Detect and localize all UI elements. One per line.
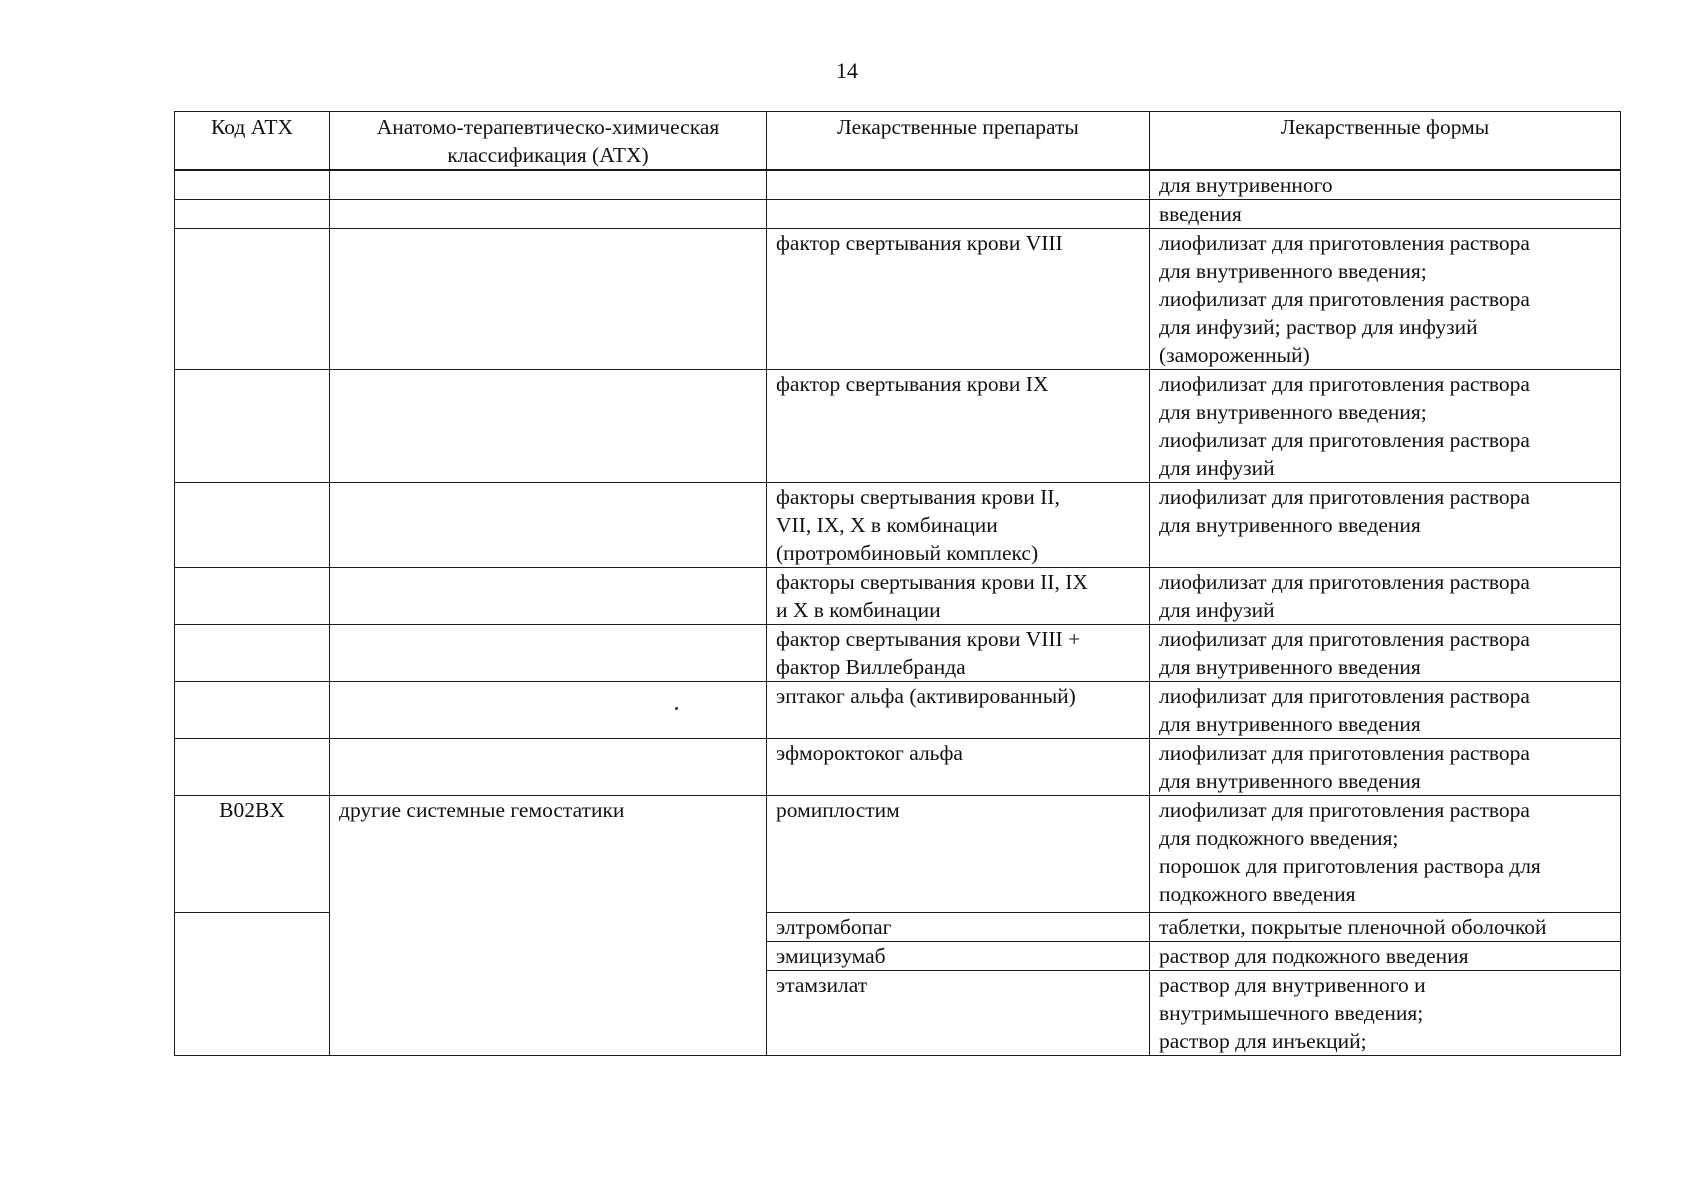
code-cell xyxy=(175,483,330,568)
table-row xyxy=(175,483,1621,568)
table-row xyxy=(175,739,1621,796)
code-cell xyxy=(175,625,330,682)
header-classification: Анатомо-терапевтическо-химическая классификация (АТХ) xyxy=(330,112,767,170)
drug-cell: фактор свертывания крови VIII xyxy=(767,229,1150,370)
drug-cell: этамзилат xyxy=(767,971,1150,1056)
header-forms: Лекарственные формы xyxy=(1150,112,1621,170)
drug-cell: фактор свертывания крови IX xyxy=(767,370,1150,483)
form-cell: раствор для подкожного введения xyxy=(1150,942,1621,971)
code-cell xyxy=(175,568,330,625)
form-cell: лиофилизат для приготовления раствора для внутривенного введения xyxy=(1150,739,1621,796)
atx-table xyxy=(174,111,1621,1056)
code-cell xyxy=(175,913,330,1056)
scan-speck xyxy=(675,707,678,710)
drug-cell: эптаког альфа (активированный) xyxy=(767,682,1150,739)
code-cell xyxy=(175,171,330,200)
form-cell: таблетки, покрытые пленочной оболочкой xyxy=(1150,913,1621,942)
form-cell: лиофилизат для приготовления раствора для подкожного введения; порошок для приготовления раствора для подкожного введения xyxy=(1150,796,1621,913)
table-row xyxy=(175,796,1621,913)
drug-cell: элтромбопаг xyxy=(767,913,1150,942)
code-cell xyxy=(175,229,330,370)
form-cell: лиофилизат для приготовления раствора для внутривенного введения; лиофилизат для приготовления раствора для инфузий xyxy=(1150,370,1621,483)
header-row xyxy=(175,112,1621,170)
drug-cell xyxy=(767,200,1150,229)
page-number: 14 xyxy=(836,58,858,83)
form-cell: лиофилизат для приготовления раствора для внутривенного введения xyxy=(1150,682,1621,739)
code-cell xyxy=(175,200,330,229)
drug-cell: ромиплостим xyxy=(767,796,1150,913)
form-cell: для внутривенного xyxy=(1150,171,1621,200)
table-row xyxy=(175,200,1621,229)
table-row xyxy=(175,229,1621,370)
classification-cell xyxy=(330,568,767,625)
classification-cell xyxy=(330,171,767,200)
classification-cell xyxy=(330,625,767,682)
form-cell: лиофилизат для приготовления раствора для инфузий xyxy=(1150,568,1621,625)
drug-cell: эфмороктоког альфа xyxy=(767,739,1150,796)
form-cell: лиофилизат для приготовления раствора для внутривенного введения xyxy=(1150,483,1621,568)
table-row xyxy=(175,568,1621,625)
classification-cell xyxy=(330,200,767,229)
table-row xyxy=(175,625,1621,682)
table-row xyxy=(175,171,1621,200)
form-cell: раствор для внутривенного и внутримышечного введения; раствор для инъекций; xyxy=(1150,971,1621,1056)
code-cell xyxy=(175,370,330,483)
drug-cell: факторы свертывания крови II, VII, IX, X в комбинации (протромбиновый комплекс) xyxy=(767,483,1150,568)
header-code: Код АТХ xyxy=(175,112,330,170)
code-cell xyxy=(175,739,330,796)
code-cell: B02BX xyxy=(175,796,330,913)
drug-cell xyxy=(767,171,1150,200)
table-row xyxy=(175,682,1621,739)
form-cell: лиофилизат для приготовления раствора для внутривенного введения; лиофилизат для приготовления раствора для инфузий; раствор для инфузий (замороженный) xyxy=(1150,229,1621,370)
drug-cell: эмицизумаб xyxy=(767,942,1150,971)
drug-cell: фактор свертывания крови VIII + фактор Виллебранда xyxy=(767,625,1150,682)
classification-cell: другие системные гемостатики xyxy=(330,796,767,1056)
classification-cell xyxy=(330,739,767,796)
code-cell xyxy=(175,682,330,739)
form-cell: введения xyxy=(1150,200,1621,229)
drug-cell: факторы свертывания крови II, IX и X в комбинации xyxy=(767,568,1150,625)
header-drugs: Лекарственные препараты xyxy=(767,112,1150,170)
form-cell: лиофилизат для приготовления раствора для внутривенного введения xyxy=(1150,625,1621,682)
table-row xyxy=(175,370,1621,483)
classification-cell xyxy=(330,229,767,370)
classification-cell xyxy=(330,370,767,483)
classification-cell xyxy=(330,682,767,739)
classification-cell xyxy=(330,483,767,568)
